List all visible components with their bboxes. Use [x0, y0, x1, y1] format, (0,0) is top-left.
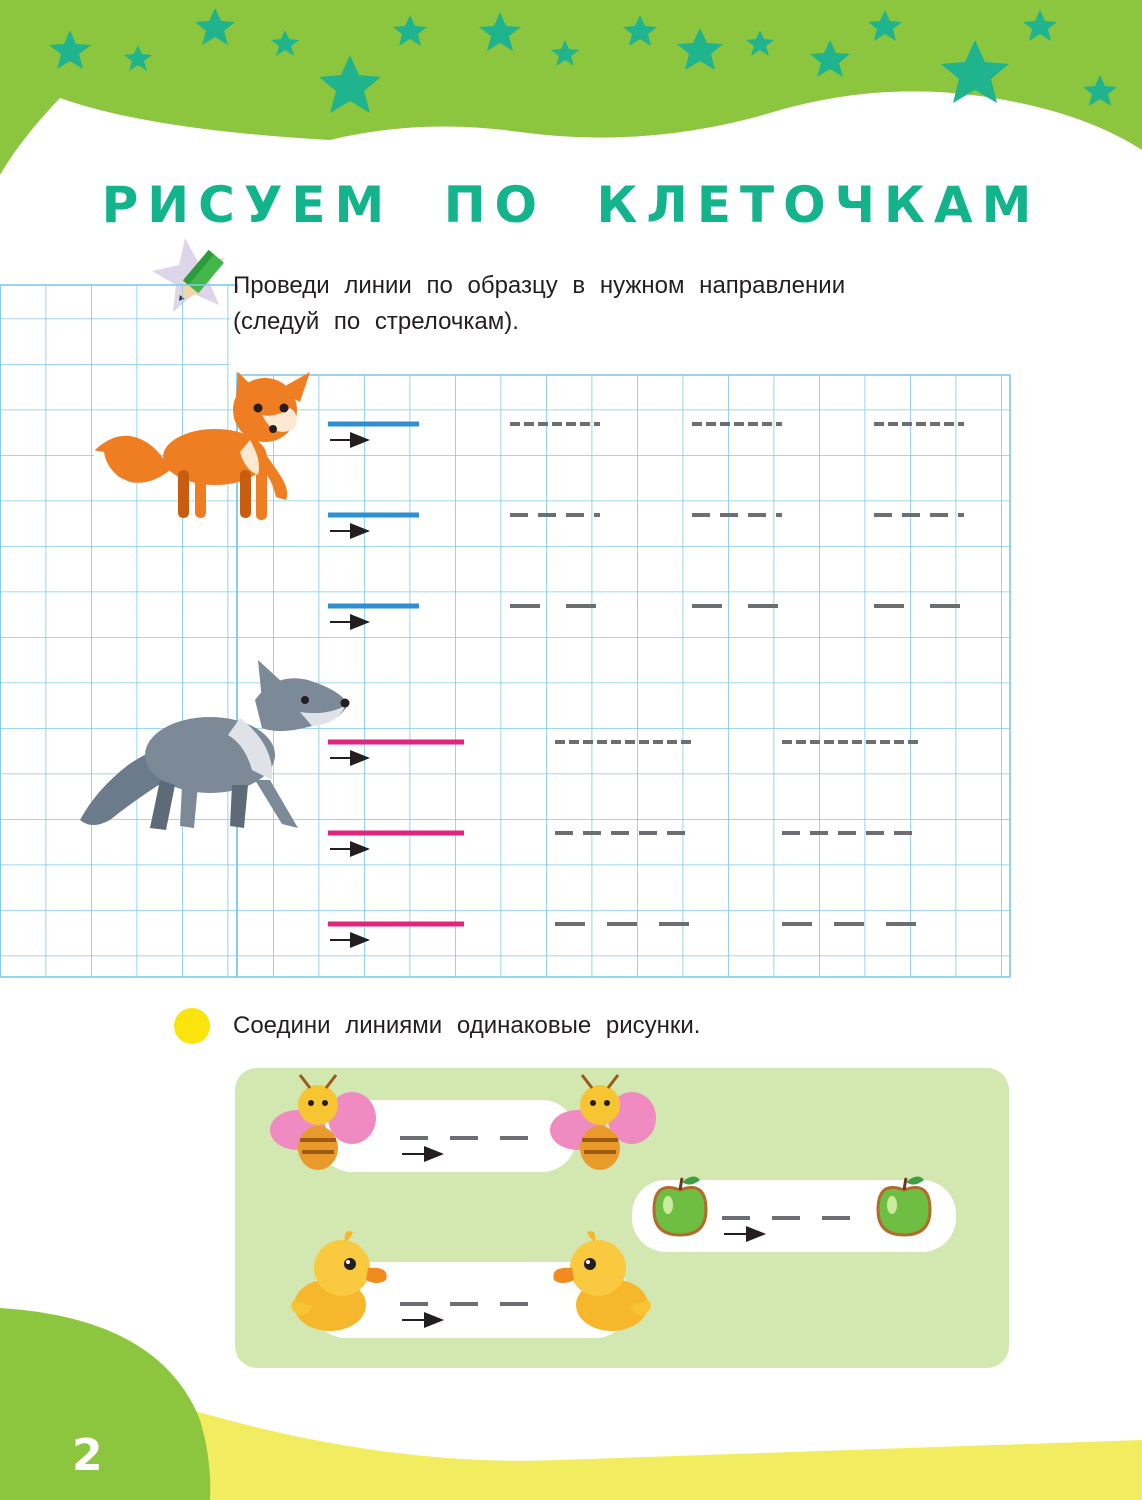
- yellow-dot-icon: [174, 1008, 210, 1044]
- page-number: 2: [72, 1430, 103, 1481]
- task1-instruction-line1: Проведи линии по образцу в нужном направлении: [233, 272, 846, 299]
- task1-instruction-line2: (следуй по стрелочкам).: [233, 308, 519, 335]
- task2-instruction: Соедини линиями одинаковые рисунки.: [233, 1012, 701, 1039]
- page-title: РИСУЕМ ПО КЛЕТОЧКАМ: [101, 176, 1041, 234]
- page-corner: [0, 1308, 210, 1500]
- task1-instruction: [233, 268, 973, 340]
